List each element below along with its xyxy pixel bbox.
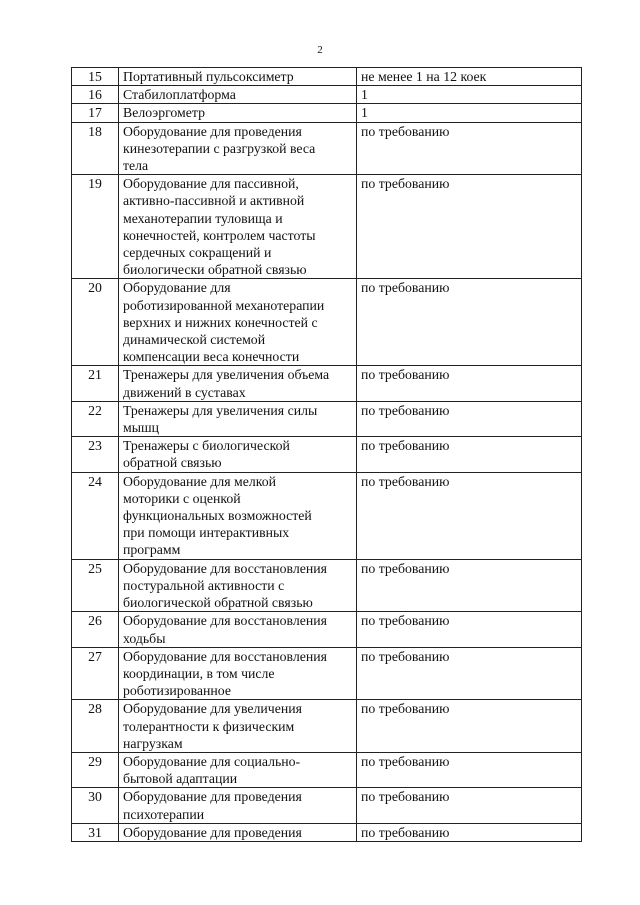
table-row xyxy=(72,472,582,559)
equipment-name-line: функциональных возможностей xyxy=(123,508,312,524)
table-row xyxy=(72,437,582,472)
equipment-name-line: Оборудование для проведения xyxy=(123,123,302,139)
table-row xyxy=(72,788,582,823)
table-row xyxy=(72,366,582,401)
equipment-name-line: обратной связью xyxy=(123,455,222,471)
equipment-table-body xyxy=(72,68,582,842)
equipment-name xyxy=(119,559,357,612)
row-number: 25 xyxy=(72,559,119,612)
equipment-name-line: Велоэргометр xyxy=(123,105,205,121)
equipment-quantity: 1 xyxy=(357,104,582,122)
row-number: 18 xyxy=(72,122,119,175)
table-row xyxy=(72,752,582,787)
equipment-name-line: Тренажеры для увеличения объема xyxy=(123,367,330,383)
equipment-name-line: кинезотерапии с разгрузкой веса xyxy=(123,140,316,156)
equipment-quantity: по требованию xyxy=(357,122,582,175)
row-number: 20 xyxy=(72,279,119,366)
equipment-name-line: роботизированной механотерапии xyxy=(123,297,325,313)
row-number: 16 xyxy=(72,86,119,104)
equipment-name xyxy=(119,472,357,559)
equipment-name-line: динамической системой xyxy=(123,332,266,348)
equipment-name-line: программ xyxy=(123,542,181,558)
equipment-name xyxy=(119,401,357,436)
equipment-name-line: Оборудование для мелкой xyxy=(123,473,277,489)
equipment-quantity: по требованию xyxy=(357,788,582,823)
table-row xyxy=(72,559,582,612)
equipment-name-line: биологической обратной связью xyxy=(123,595,313,611)
equipment-name-line: психотерапии xyxy=(123,806,205,822)
table-row xyxy=(72,104,582,122)
equipment-name xyxy=(119,823,357,841)
equipment-quantity: по требованию xyxy=(357,437,582,472)
equipment-name-line: постуральной активности с xyxy=(123,577,285,593)
equipment-name xyxy=(119,104,357,122)
equipment-name xyxy=(119,86,357,104)
equipment-name-line: сердечных сокращений и xyxy=(123,245,272,261)
table-row xyxy=(72,122,582,175)
equipment-name-line: мышц xyxy=(123,420,160,436)
table-row xyxy=(72,401,582,436)
equipment-name-line: тела xyxy=(123,158,149,174)
equipment-name-line: верхних и нижних конечностей с xyxy=(123,314,318,330)
page-number: 2 xyxy=(317,44,323,56)
equipment-name-line: Оборудование для xyxy=(123,280,231,296)
equipment-name xyxy=(119,279,357,366)
row-number: 23 xyxy=(72,437,119,472)
equipment-quantity: по требованию xyxy=(357,647,582,700)
equipment-name-line: Оборудование для социально- xyxy=(123,753,301,769)
row-number: 31 xyxy=(72,823,119,841)
row-number: 27 xyxy=(72,647,119,700)
row-number: 17 xyxy=(72,104,119,122)
equipment-quantity: по требованию xyxy=(357,823,582,841)
equipment-name-line: при помощи интерактивных xyxy=(123,525,290,541)
equipment-quantity: 1 xyxy=(357,86,582,104)
table-row xyxy=(72,612,582,647)
equipment-name-line: толерантности к физическим xyxy=(123,718,295,734)
equipment-name-line: Стабилоплатформа xyxy=(123,87,236,103)
equipment-name-line: бытовой адаптации xyxy=(123,771,238,787)
equipment-table xyxy=(71,67,582,842)
row-number: 24 xyxy=(72,472,119,559)
equipment-name-line: роботизированное xyxy=(123,683,231,699)
table-row xyxy=(72,175,582,279)
equipment-name xyxy=(119,612,357,647)
equipment-name-line: моторики с оценкой xyxy=(123,490,241,506)
equipment-quantity: по требованию xyxy=(357,559,582,612)
equipment-name-line: конечностей, контролем частоты xyxy=(123,227,316,243)
row-number: 28 xyxy=(72,700,119,753)
table-row xyxy=(72,279,582,366)
equipment-name-line: биологически обратной связью xyxy=(123,262,307,278)
equipment-name-line: Оборудование для восстановления xyxy=(123,613,328,629)
equipment-quantity: по требованию xyxy=(357,366,582,401)
row-number: 19 xyxy=(72,175,119,279)
equipment-name xyxy=(119,437,357,472)
table-row xyxy=(72,68,582,86)
equipment-name xyxy=(119,68,357,86)
equipment-quantity: по требованию xyxy=(357,612,582,647)
equipment-name-line: компенсации веса конечности xyxy=(123,349,300,365)
equipment-name-line: координации, в том числе xyxy=(123,665,275,681)
equipment-name-line: Тренажеры для увеличения силы xyxy=(123,402,318,418)
equipment-quantity: не менее 1 на 12 коек xyxy=(357,68,582,86)
equipment-quantity: по требованию xyxy=(357,472,582,559)
table-row xyxy=(72,647,582,700)
equipment-name-line: Оборудование для проведения xyxy=(123,824,302,840)
equipment-name-line: Оборудование для восстановления xyxy=(123,560,328,576)
equipment-name-line: нагрузкам xyxy=(123,735,183,751)
equipment-name-line: Тренажеры с биологической xyxy=(123,438,290,454)
table-row xyxy=(72,823,582,841)
equipment-quantity: по требованию xyxy=(357,175,582,279)
equipment-name-line: активно-пассивной и активной xyxy=(123,193,305,209)
row-number: 29 xyxy=(72,752,119,787)
equipment-name xyxy=(119,366,357,401)
equipment-name xyxy=(119,752,357,787)
equipment-name xyxy=(119,700,357,753)
equipment-name-line: Оборудование для увеличения xyxy=(123,701,302,717)
equipment-name xyxy=(119,175,357,279)
equipment-name-line: Оборудование для пассивной, xyxy=(123,176,299,192)
equipment-name xyxy=(119,788,357,823)
equipment-name-line: движений в суставах xyxy=(123,384,246,400)
equipment-name-line: Оборудование для восстановления xyxy=(123,648,328,664)
row-number: 26 xyxy=(72,612,119,647)
equipment-name-line: ходьбы xyxy=(123,630,166,646)
table-row xyxy=(72,86,582,104)
row-number: 21 xyxy=(72,366,119,401)
row-number: 30 xyxy=(72,788,119,823)
equipment-quantity: по требованию xyxy=(357,279,582,366)
row-number: 22 xyxy=(72,401,119,436)
row-number: 15 xyxy=(72,68,119,86)
equipment-name-line: Оборудование для проведения xyxy=(123,789,302,805)
equipment-quantity: по требованию xyxy=(357,401,582,436)
table-row xyxy=(72,700,582,753)
equipment-quantity: по требованию xyxy=(357,700,582,753)
equipment-name xyxy=(119,122,357,175)
equipment-name xyxy=(119,647,357,700)
equipment-name-line: механотерапии туловища и xyxy=(123,210,283,226)
equipment-name-line: Портативный пульсоксиметр xyxy=(123,69,294,84)
equipment-quantity: по требованию xyxy=(357,752,582,787)
